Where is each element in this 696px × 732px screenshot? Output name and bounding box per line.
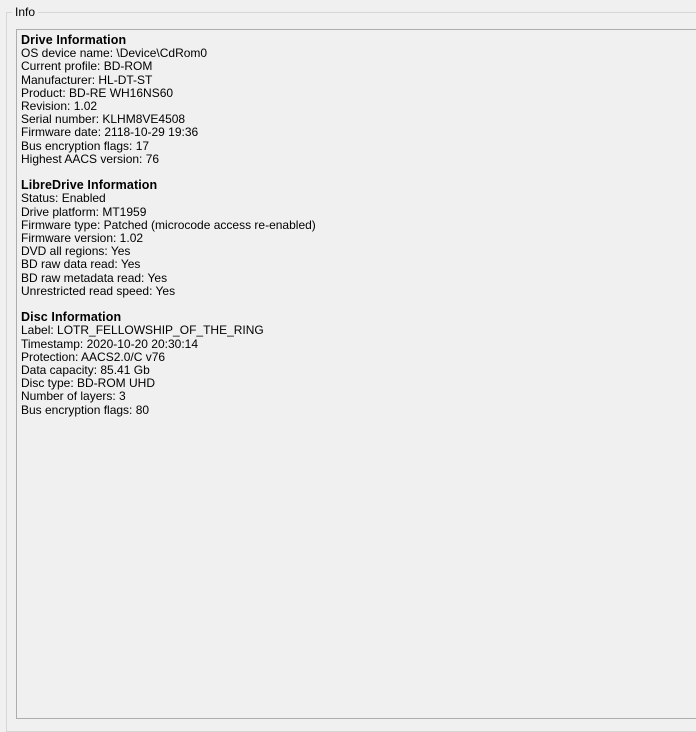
drive-info-line: OS device name: \Device\CdRom0 <box>21 46 208 61</box>
section-spacer <box>21 298 696 311</box>
disc-information-title: Disc Information <box>21 310 122 325</box>
info-groupbox-title: Info <box>12 5 38 19</box>
libredrive-info-line: Status: Enabled <box>21 191 106 206</box>
drive-info-line: Firmware date: 2118-10-29 19:36 <box>21 125 199 140</box>
disc-info-line: Number of layers: 3 <box>21 389 126 404</box>
libredrive-info-line: BD raw data read: Yes <box>21 257 141 272</box>
libredrive-info-line: BD raw metadata read: Yes <box>21 270 168 285</box>
disc-info-line: Timestamp: 2020-10-20 20:30:14 <box>21 336 198 351</box>
libredrive-info-line: Unrestricted read speed: Yes <box>21 283 176 298</box>
disc-info-line: Data capacity: 85.41 Gb <box>21 363 150 378</box>
drive-info-line: Current profile: BD-ROM <box>21 59 153 74</box>
drive-info-line: Revision: 1.02 <box>21 99 98 114</box>
drive-info-line: Product: BD-RE WH16NS60 <box>21 85 174 100</box>
drive-info-line: Manufacturer: HL-DT-ST <box>21 72 153 87</box>
disc-info-line: Bus encryption flags: 80 <box>21 402 150 417</box>
info-text-panel[interactable] <box>16 29 696 719</box>
libredrive-information-title: LibreDrive Information <box>21 178 158 193</box>
drive-information-section <box>21 34 696 166</box>
libredrive-info-line: Firmware version: 1.02 <box>21 231 144 246</box>
disc-info-line: Protection: AACS2.0/C v76 <box>21 349 166 364</box>
drive-info-line: Bus encryption flags: 17 <box>21 138 150 153</box>
drive-info-line: Highest AACS version: 76 <box>21 151 160 166</box>
disc-information-section <box>21 311 696 417</box>
libredrive-info-line: Drive platform: MT1959 <box>21 204 147 219</box>
drive-information-title: Drive Information <box>21 33 127 47</box>
libredrive-information-section <box>21 179 696 298</box>
libredrive-info-line: Firmware type: Patched (microcode access re-enabled) <box>21 217 316 232</box>
disc-info-line: Disc type: BD-ROM UHD <box>21 376 156 391</box>
disc-info-line: Label: LOTR_FELLOWSHIP_OF_THE_RING <box>21 323 264 338</box>
drive-info-line: Serial number: KLHM8VE4508 <box>21 112 186 127</box>
libredrive-info-line: DVD all regions: Yes <box>21 244 131 259</box>
